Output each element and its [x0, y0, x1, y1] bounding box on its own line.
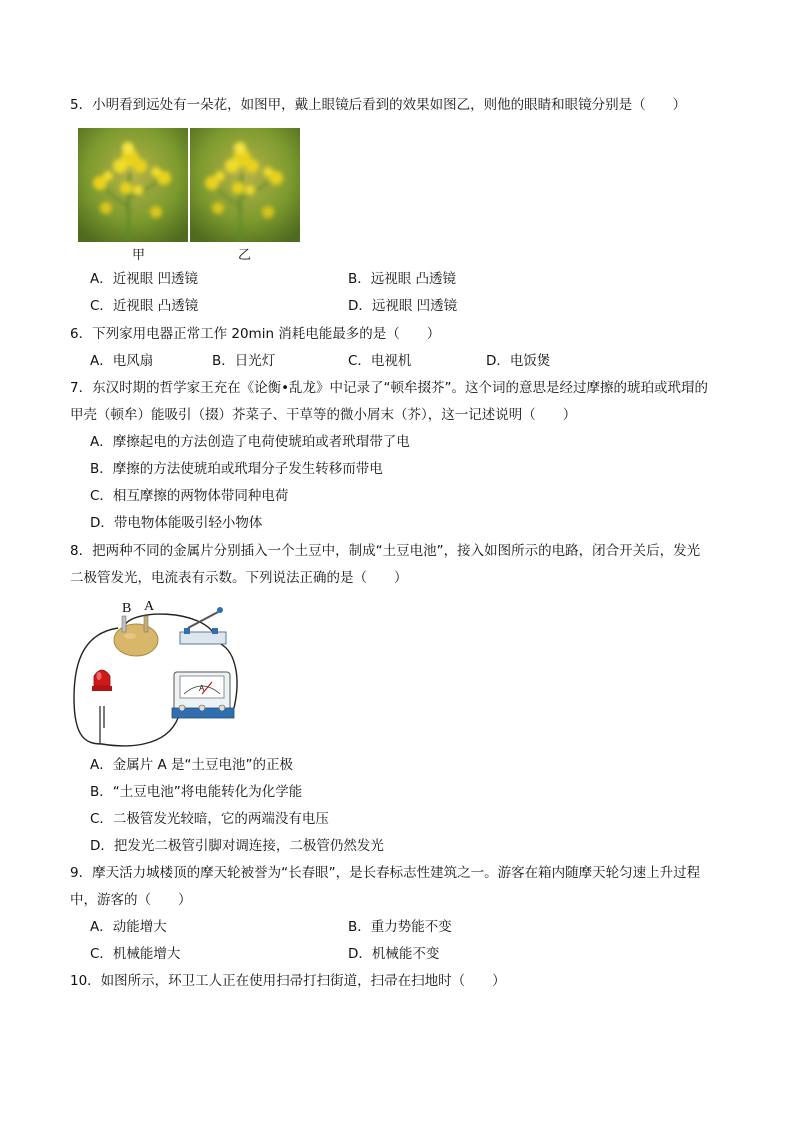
q6-option-d: D．电饭煲 [486, 353, 551, 369]
q9-option-c: C．机械能增大 [90, 946, 181, 962]
potato-icon [114, 624, 158, 656]
q9-option-a: A．动能增大 [90, 919, 167, 935]
q8-option-a: A．金属片 A 是“土豆电池”的正极 [90, 757, 294, 773]
q6-stem: 6．下列家用电器正常工作 20min 消耗电能最多的是（ ） [70, 326, 441, 342]
q5-option-d: D．远视眼 凹透镜 [348, 298, 458, 314]
electrode-a [144, 616, 148, 632]
q9-stem-line2: 中，游客的（ ） [70, 892, 192, 908]
q10-stem: 10．如图所示，环卫工人正在使用扫帚打扫街道，扫帚在扫地时（ ） [70, 973, 506, 989]
flower-photo-yi [190, 128, 300, 242]
q5-option-b: B．远视眼 凸透镜 [348, 271, 457, 287]
flower-photo-jia [78, 128, 188, 242]
q6-option-c: C．电视机 [348, 353, 412, 369]
potato-battery-circuit-figure [66, 598, 246, 748]
led-icon [92, 670, 112, 691]
ammeter-icon [172, 672, 234, 718]
q5-option-c: C．近视眼 凸透镜 [90, 298, 199, 314]
caption-jia: 甲 [132, 248, 146, 263]
q7-stem-line1: 7．东汉时期的哲学家王充在《论衡•乱龙》中记录了“顿牟掇芥”。这个词的意思是经过摩擦的琥珀或玳瑁的 [70, 380, 709, 396]
q7-option-c: C．相互摩擦的两物体带同种电荷 [90, 488, 289, 504]
flower-blurred-image [190, 128, 300, 242]
q8-stem-line2: 二极管发光，电流表有示数。下列说法正确的是（ ） [70, 570, 408, 586]
flower-blurred-image [78, 128, 188, 242]
knife-switch-icon [180, 607, 226, 644]
q5-stem: 5．小明看到远处有一朵花，如图甲，戴上眼镜后看到的效果如图乙，则他的眼睛和眼镜分别是（ ） [70, 97, 687, 113]
q8-option-d: D．把发光二极管引脚对调连接，二极管仍然发光 [90, 838, 384, 854]
electrode-a-label: A [144, 599, 155, 614]
q7-option-b: B．摩擦的方法使琥珀或玳瑁分子发生转移而带电 [90, 461, 383, 477]
q6-option-b: B．日光灯 [212, 353, 276, 369]
q7-option-a: A．摩擦起电的方法创造了电荷使琥珀或者玳瑁带了电 [90, 434, 410, 450]
electrode-b [122, 616, 126, 632]
q8-stem-line1: 8．把两种不同的金属片分别插入一个土豆中，制成“土豆电池”，接入如图所示的电路，闭合开关后，发光 [70, 543, 701, 559]
wire-meter-to-led [102, 718, 178, 746]
q7-stem-line2: 甲壳（顿牟）能吸引（掇）芥菜子、干草等的微小屑末（芥），这一记述说明（ ） [70, 407, 577, 423]
electrode-b-label: B [122, 601, 132, 616]
q5-option-a: A．近视眼 凹透镜 [90, 271, 199, 287]
q8-option-c: C．二极管发光较暗，它的两端没有电压 [90, 811, 329, 827]
caption-yi: 乙 [238, 248, 252, 263]
circuit-diagram [66, 598, 246, 748]
q9-option-b: B．重力势能不变 [348, 919, 452, 935]
q9-stem-line1: 9．摩天活力城楼顶的摩天轮被誉为“长春眼”，是长春标志性建筑之一。游客在箱内随摩天轮匀速上升过程 [70, 865, 701, 881]
q7-option-d: D．带电物体能吸引轻小物体 [90, 515, 263, 531]
q8-option-b: B．“土豆电池”将电能转化为化学能 [90, 784, 303, 800]
q9-option-d: D．机械能不变 [348, 946, 440, 962]
q6-option-a: A．电风扇 [90, 353, 154, 369]
ammeter-label: A [199, 684, 205, 693]
